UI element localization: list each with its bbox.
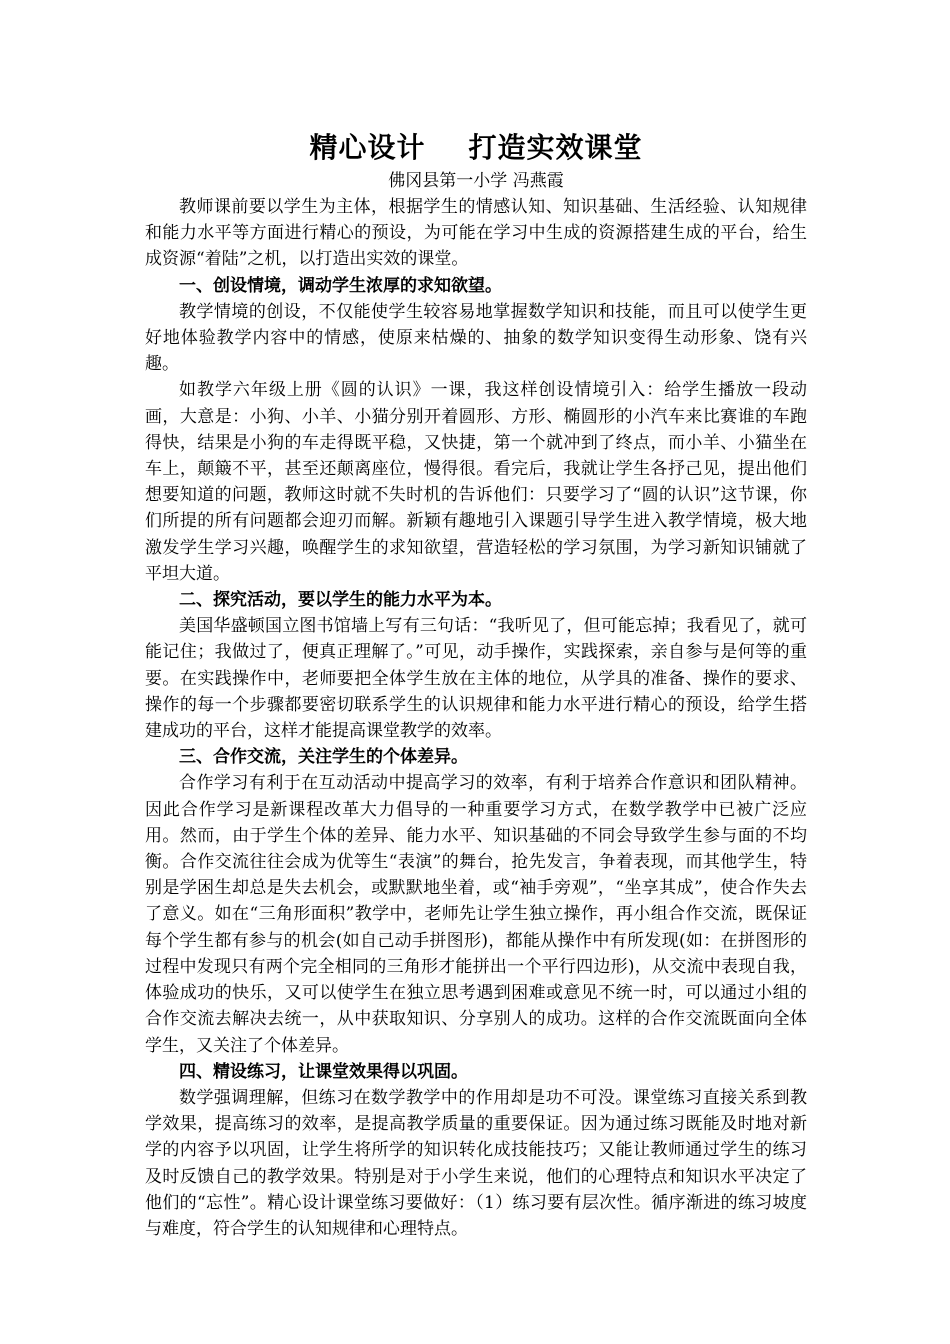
section-heading: 二、探究活动，要以学生的能力水平为本。: [179, 590, 502, 611]
section-paragraph: 教学情境的创设，不仅能使学生较容易地掌握数学知识和技能，而且可以使学生更好地体验教学内容中的情感，使原来枯燥的、抽象的数学知识变得生动形象、饶有兴趣。: [145, 301, 807, 375]
document-page: [145, 128, 807, 1242]
section-heading: 一、创设情境，调动学生浓厚的求知欲望。: [179, 275, 502, 296]
section-4: [145, 1059, 807, 1242]
section-paragraph: 数学强调理解，但练习在数学教学中的作用却是功不可没。课堂练习直接关系到教学效果，提高练习的效率，是提高教学质量的重要保证。因为通过练习既能及时地对新学的内容予以巩固，让学生将所学的知识转化成技能技巧；又能让教师通过学生的练习及时反馈自己的教学效果。特别是对于小学生来说，他们的心理特点和知识水平决定了他们的“忘性”。精心设计课堂练习要做好：（1）练习要有层次性。循序渐进的练习坡度与难度，符合学生的认知规律和心理特点。: [145, 1087, 807, 1239]
section-heading: 四、精设练习，让课堂效果得以巩固。: [179, 1061, 468, 1082]
section-paragraph: 如教学六年级上册《圆的认识》一课，我这样创设情境引入：给学生播放一段动画，大意是：小狗、小羊、小猫分别开着圆形、方形、椭圆形的小汽车来比赛谁的车跑得快，结果是小狗的车走得既平稳，又快捷，第一个就冲到了终点，而小羊、小猫坐在车上，颠簸不平，甚至还颠离座位，慢得很。看完后，我就让学生各抒己见，提出他们想要知道的问题，教师这时就不失时机的告诉他们：只要学习了“圆的认识”这节课，你们所提的所有问题都会迎刃而解。新颖有趣地引入课题引导学生进入教学情境，极大地激发学生学习兴趣，唤醒学生的求知欲望，营造轻松的学习氛围，为学习新知识铺就了平坦大道。: [145, 380, 807, 584]
document-title: 精心设计 打造实效课堂: [309, 131, 643, 164]
section-heading: 三、合作交流，关注学生的个体差异。: [179, 747, 468, 768]
section-paragraph: 合作学习有利于在互动活动中提高学习的效率，有利于培养合作意识和团队精神。因此合作学习是新课程改革大力倡导的一种重要学习方式，在数学教学中已被广泛应用。然而，由于学生个体的差异、能力水平、知识基础的不同会导致学生参与面的不均衡。合作交流往往会成为优等生“表演”的舞台，抢先发言，争着表现，而其他学生，特别是学困生却总是失去机会，或默默地坐着，或“袖手旁观”，“坐享其成”，使合作失去了意义。如在“三角形面积”教学中，老师先让学生独立操作，再小组合作交流，既保证每个学生都有参与的机会(如自己动手拼图形)，都能从操作中有所发现(如：在拼图形的过程中发现只有两个完全相同的三角形才能拼出一个平行四边形)，从交流中表现自我，体验成功的快乐，又可以使学生在独立思考遇到困难或意见不统一时，可以通过小组的合作交流去解决去统一，从中获取知识、分享别人的成功。这样的合作交流既面向全体学生，又关注了个体差异。: [145, 773, 807, 1056]
document-author: 佛冈县第一小学 冯燕霞: [388, 171, 564, 191]
section-paragraph: 美国华盛顿国立图书馆墙上写有三句话：“我听见了，但可能忘掉；我看见了，就可能记住；我做过了，便真正理解了。”可见，动手操作，实践探索，亲自参与是何等的重要。在实践操作中，老师要把全体学生放在主体的地位，从学具的准备、操作的要求、操作的每一个步骤都要密切联系学生的认识规律和能力水平进行精心的预设，给学生搭建成功的平台，这样才能提高课堂教学的效率。: [145, 616, 807, 742]
section-3: [145, 744, 807, 1058]
intro-paragraph: 教师课前要以学生为主体，根据学生的情感认知、知识基础、生活经验、认知规律和能力水平等方面进行精心的预设，为可能在学习中生成的资源搭建生成的平台，给生成资源“着陆”之机，以打造出实效的课堂。: [145, 197, 807, 270]
section-1: [145, 273, 807, 587]
section-2: [145, 587, 807, 744]
